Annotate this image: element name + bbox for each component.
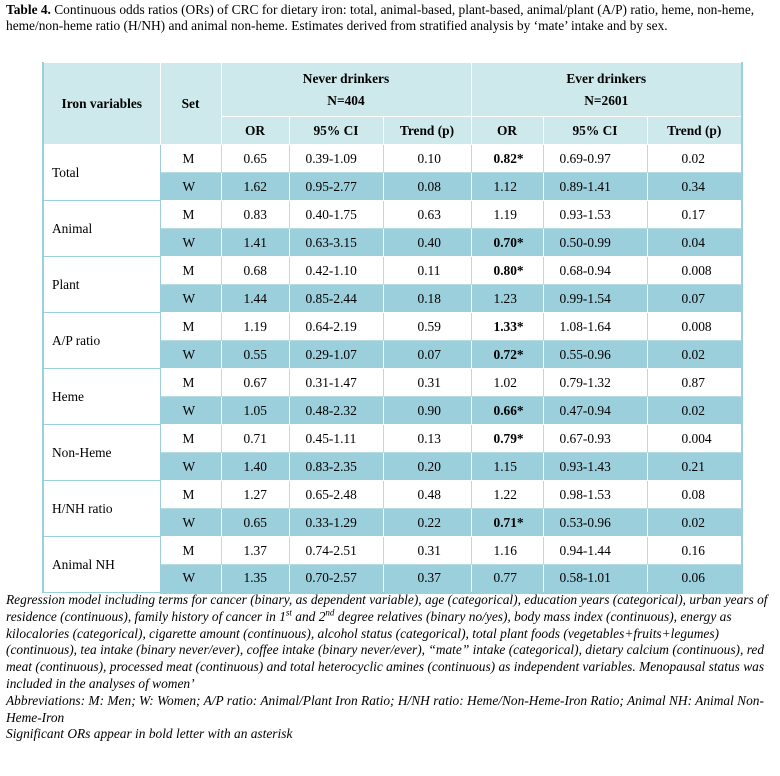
row-cell: 0.74-2.51: [289, 537, 383, 565]
row-cell: 0.33-1.29: [289, 509, 383, 537]
row-cell: 1.33*: [471, 313, 543, 341]
table-header: [43, 63, 742, 145]
row-set: M: [160, 145, 221, 173]
row-cell: 0.93-1.53: [543, 201, 647, 229]
header-set: Set: [160, 63, 221, 145]
row-cell: 0.95-2.77: [289, 173, 383, 201]
row-cell: 0.85-2.44: [289, 285, 383, 313]
row-set: M: [160, 201, 221, 229]
row-cell: 0.39-1.09: [289, 145, 383, 173]
row-cell: 0.55: [221, 341, 289, 369]
row-cell: 0.21: [647, 453, 742, 481]
row-cell: 0.59: [383, 313, 471, 341]
row-cell: 0.37: [383, 565, 471, 593]
row-cell: 0.53-0.96: [543, 509, 647, 537]
row-set: M: [160, 481, 221, 509]
row-cell: 0.98-1.53: [543, 481, 647, 509]
table-body: [43, 145, 742, 593]
row-cell: 1.16: [471, 537, 543, 565]
header-or-never: OR: [221, 117, 289, 145]
row-cell: 0.67: [221, 369, 289, 397]
row-variable: A/P ratio: [43, 313, 160, 369]
row-cell: 1.22: [471, 481, 543, 509]
regression-note-part1: Regression model including terms for cancer (binary, as dependent variable), age (categorical), education years (categorical), urban years of residence (continuous), family history of cancer in 1: [6, 592, 768, 624]
table-caption: [6, 2, 776, 34]
row-cell: 0.82*: [471, 145, 543, 173]
table-row: [43, 313, 742, 341]
row-set: M: [160, 425, 221, 453]
row-cell: 1.23: [471, 285, 543, 313]
table-row: [43, 537, 742, 565]
row-cell: 1.08-1.64: [543, 313, 647, 341]
row-cell: 0.11: [383, 257, 471, 285]
row-cell: 0.79-1.32: [543, 369, 647, 397]
row-cell: 1.19: [471, 201, 543, 229]
row-cell: 0.68-0.94: [543, 257, 647, 285]
row-cell: 0.29-1.07: [289, 341, 383, 369]
row-cell: 0.50-0.99: [543, 229, 647, 257]
never-drinkers-title: Never drinkers: [302, 70, 390, 86]
header-never-drinkers: [221, 63, 471, 117]
row-variable: Animal NH: [43, 537, 160, 593]
row-set: W: [160, 173, 221, 201]
header-ever-drinkers: [471, 63, 742, 117]
row-cell: 0.008: [647, 257, 742, 285]
row-cell: 0.04: [647, 229, 742, 257]
row-cell: 1.19: [221, 313, 289, 341]
row-cell: 1.44: [221, 285, 289, 313]
significance-note: Significant ORs appear in bold letter with an asterisk: [6, 726, 293, 742]
row-set: W: [160, 565, 221, 593]
row-cell: 1.02: [471, 369, 543, 397]
row-cell: 0.31-1.47: [289, 369, 383, 397]
row-cell: 1.15: [471, 453, 543, 481]
ever-drinkers-title: Ever drinkers: [566, 70, 647, 86]
row-variable: Heme: [43, 369, 160, 425]
row-cell: 0.70-2.57: [289, 565, 383, 593]
row-cell: 0.64-2.19: [289, 313, 383, 341]
row-variable: Total: [43, 145, 160, 201]
row-cell: 0.63: [383, 201, 471, 229]
row-cell: 1.62: [221, 173, 289, 201]
row-variable: Animal: [43, 201, 160, 257]
row-cell: 0.42-1.10: [289, 257, 383, 285]
row-cell: 0.45-1.11: [289, 425, 383, 453]
row-cell: 0.71*: [471, 509, 543, 537]
row-cell: 0.48-2.32: [289, 397, 383, 425]
row-cell: 0.72*: [471, 341, 543, 369]
sup-st: st: [285, 607, 292, 618]
abbreviations-note: Abbreviations: M: Men; W: Women; A/P ratio: Animal/Plant Iron Ratio; H/NH ratio: Heme/Non-Heme-Iron Ratio; Animal NH: Animal Non-Heme-Iron: [6, 692, 764, 725]
row-cell: 1.41: [221, 229, 289, 257]
row-cell: 0.16: [647, 537, 742, 565]
row-cell: 0.34: [647, 173, 742, 201]
row-cell: 0.47-0.94: [543, 397, 647, 425]
header-ci-ever: 95% CI: [543, 117, 647, 145]
row-set: M: [160, 537, 221, 565]
row-cell: 0.48: [383, 481, 471, 509]
row-cell: 0.79*: [471, 425, 543, 453]
row-set: M: [160, 313, 221, 341]
row-cell: 0.67-0.93: [543, 425, 647, 453]
regression-note-part3: degree relatives (binary no/yes), body mass index (continuous), energy as kilocalories (categorical), cigarette amount (continuous), alcohol status (categorical), total plant foods (vegetables+fruits+legumes) (continuous), tea intake (binary never/ever), coffee intake (binary never/ever), “mate” intake (categorical), dietary calcium (continuous), red meat (continuous), processed meat (continuous) and total heterocyclic amines (continuous) as independent variables. Menopausal status was included in the analyses of women’: [6, 608, 765, 691]
row-cell: 0.63-3.15: [289, 229, 383, 257]
caption-text: Continuous odds ratios (ORs) of CRC for dietary iron: total, animal-based, plant-based, animal/plant (A/P) ratio, heme, non-heme, heme/non-heme ratio (H/NH) and animal non-heme. Estimates derived from stratified analysis by ‘mate’ intake and by sex.: [6, 2, 755, 33]
row-cell: 0.02: [647, 397, 742, 425]
row-set: W: [160, 341, 221, 369]
row-cell: 0.13: [383, 425, 471, 453]
row-set: M: [160, 369, 221, 397]
row-variable: Non-Heme: [43, 425, 160, 481]
row-cell: 0.008: [647, 313, 742, 341]
row-cell: 0.65-2.48: [289, 481, 383, 509]
row-set: W: [160, 509, 221, 537]
row-cell: 0.94-1.44: [543, 537, 647, 565]
row-cell: 0.77: [471, 565, 543, 593]
table-row: [43, 201, 742, 229]
row-cell: 0.02: [647, 341, 742, 369]
row-cell: 0.004: [647, 425, 742, 453]
row-set: W: [160, 397, 221, 425]
row-cell: 0.40-1.75: [289, 201, 383, 229]
row-cell: 0.83-2.35: [289, 453, 383, 481]
never-drinkers-n: N=404: [327, 92, 365, 108]
row-cell: 0.68: [221, 257, 289, 285]
table-label: Table 4.: [6, 2, 51, 17]
row-cell: 0.55-0.96: [543, 341, 647, 369]
iron-or-table: [42, 62, 743, 594]
row-cell: 0.65: [221, 145, 289, 173]
row-cell: 0.90: [383, 397, 471, 425]
row-cell: 0.08: [647, 481, 742, 509]
table-notes: [6, 592, 776, 743]
row-cell: 1.35: [221, 565, 289, 593]
row-cell: 1.40: [221, 453, 289, 481]
header-trend-ever: Trend (p): [647, 117, 742, 145]
header-iron-variables: Iron variables: [43, 63, 160, 145]
row-cell: 0.69-0.97: [543, 145, 647, 173]
row-set: W: [160, 453, 221, 481]
row-cell: 0.65: [221, 509, 289, 537]
row-cell: 0.08: [383, 173, 471, 201]
table-row: [43, 369, 742, 397]
table-row: [43, 257, 742, 285]
row-cell: 0.02: [647, 145, 742, 173]
row-cell: 0.70*: [471, 229, 543, 257]
row-cell: 0.06: [647, 565, 742, 593]
row-cell: 0.31: [383, 369, 471, 397]
row-cell: 0.31: [383, 537, 471, 565]
row-cell: 0.89-1.41: [543, 173, 647, 201]
row-cell: 0.07: [383, 341, 471, 369]
row-cell: 0.10: [383, 145, 471, 173]
header-or-ever: OR: [471, 117, 543, 145]
row-variable: H/NH ratio: [43, 481, 160, 537]
header-ci-never: 95% CI: [289, 117, 383, 145]
row-cell: 1.27: [221, 481, 289, 509]
row-cell: 0.66*: [471, 397, 543, 425]
row-cell: 0.80*: [471, 257, 543, 285]
row-set: W: [160, 229, 221, 257]
row-cell: 0.99-1.54: [543, 285, 647, 313]
row-cell: 0.93-1.43: [543, 453, 647, 481]
row-cell: 0.17: [647, 201, 742, 229]
row-set: W: [160, 285, 221, 313]
row-cell: 1.37: [221, 537, 289, 565]
row-cell: 0.87: [647, 369, 742, 397]
row-cell: 0.20: [383, 453, 471, 481]
row-cell: 0.18: [383, 285, 471, 313]
row-cell: 0.02: [647, 509, 742, 537]
row-cell: 0.40: [383, 229, 471, 257]
row-cell: 0.71: [221, 425, 289, 453]
row-cell: 1.12: [471, 173, 543, 201]
row-cell: 0.07: [647, 285, 742, 313]
row-cell: 0.58-1.01: [543, 565, 647, 593]
row-variable: Plant: [43, 257, 160, 313]
regression-note: [6, 592, 776, 693]
table-row: [43, 145, 742, 173]
row-cell: 1.05: [221, 397, 289, 425]
row-cell: 0.22: [383, 509, 471, 537]
table-row: [43, 481, 742, 509]
header-trend-never: Trend (p): [383, 117, 471, 145]
ever-drinkers-n: N=2601: [584, 92, 629, 108]
regression-note-part2: and 2: [291, 608, 326, 624]
table-row: [43, 425, 742, 453]
row-set: M: [160, 257, 221, 285]
sup-nd: nd: [325, 607, 335, 618]
row-cell: 0.83: [221, 201, 289, 229]
